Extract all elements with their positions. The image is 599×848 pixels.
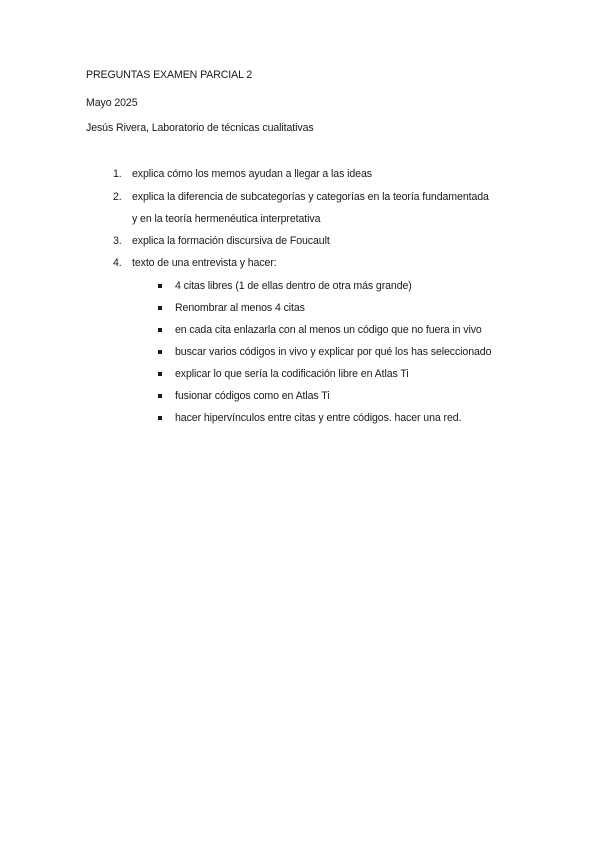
bullet-icon [158,416,162,420]
question-number: 1. [113,168,122,180]
task-item: explicar lo que sería la codificación libre en Atlas Ti [175,368,409,380]
bullet-icon [158,328,162,332]
question-text-cont: y en la teoría hermenéutica interpretativa [132,213,321,225]
task-item: 4 citas libres (1 de ellas dentro de otra más grande) [175,280,412,292]
task-item: Renombrar al menos 4 citas [175,302,305,314]
bullet-icon [158,306,162,310]
task-item: fusionar códigos como en Atlas Ti [175,390,330,402]
bullet-icon [158,350,162,354]
question-number: 2. [113,191,122,203]
bullet-icon [158,394,162,398]
question-text: explica la formación discursiva de Foucault [132,235,330,247]
bullet-icon [158,284,162,288]
document-title: PREGUNTAS EXAMEN PARCIAL 2 [86,69,253,81]
question-text: texto de una entrevista y hacer: [132,257,277,269]
document-date: Mayo 2025 [86,97,138,109]
question-number: 3. [113,235,122,247]
question-text: explica la diferencia de subcategorías y categorías en la teoría fundamentada [132,191,489,203]
task-item: buscar varios códigos in vivo y explicar por qué los has seleccionado [175,346,492,358]
task-item: en cada cita enlazarla con al menos un código que no fuera in vivo [175,324,482,336]
author-course-line: Jesús Rivera, Laboratorio de técnicas cualitativas [86,122,314,134]
task-item: hacer hipervínculos entre citas y entre códigos. hacer una red. [175,412,462,424]
question-number: 4. [113,257,122,269]
bullet-icon [158,372,162,376]
question-text: explica cómo los memos ayudan a llegar a las ideas [132,168,372,180]
